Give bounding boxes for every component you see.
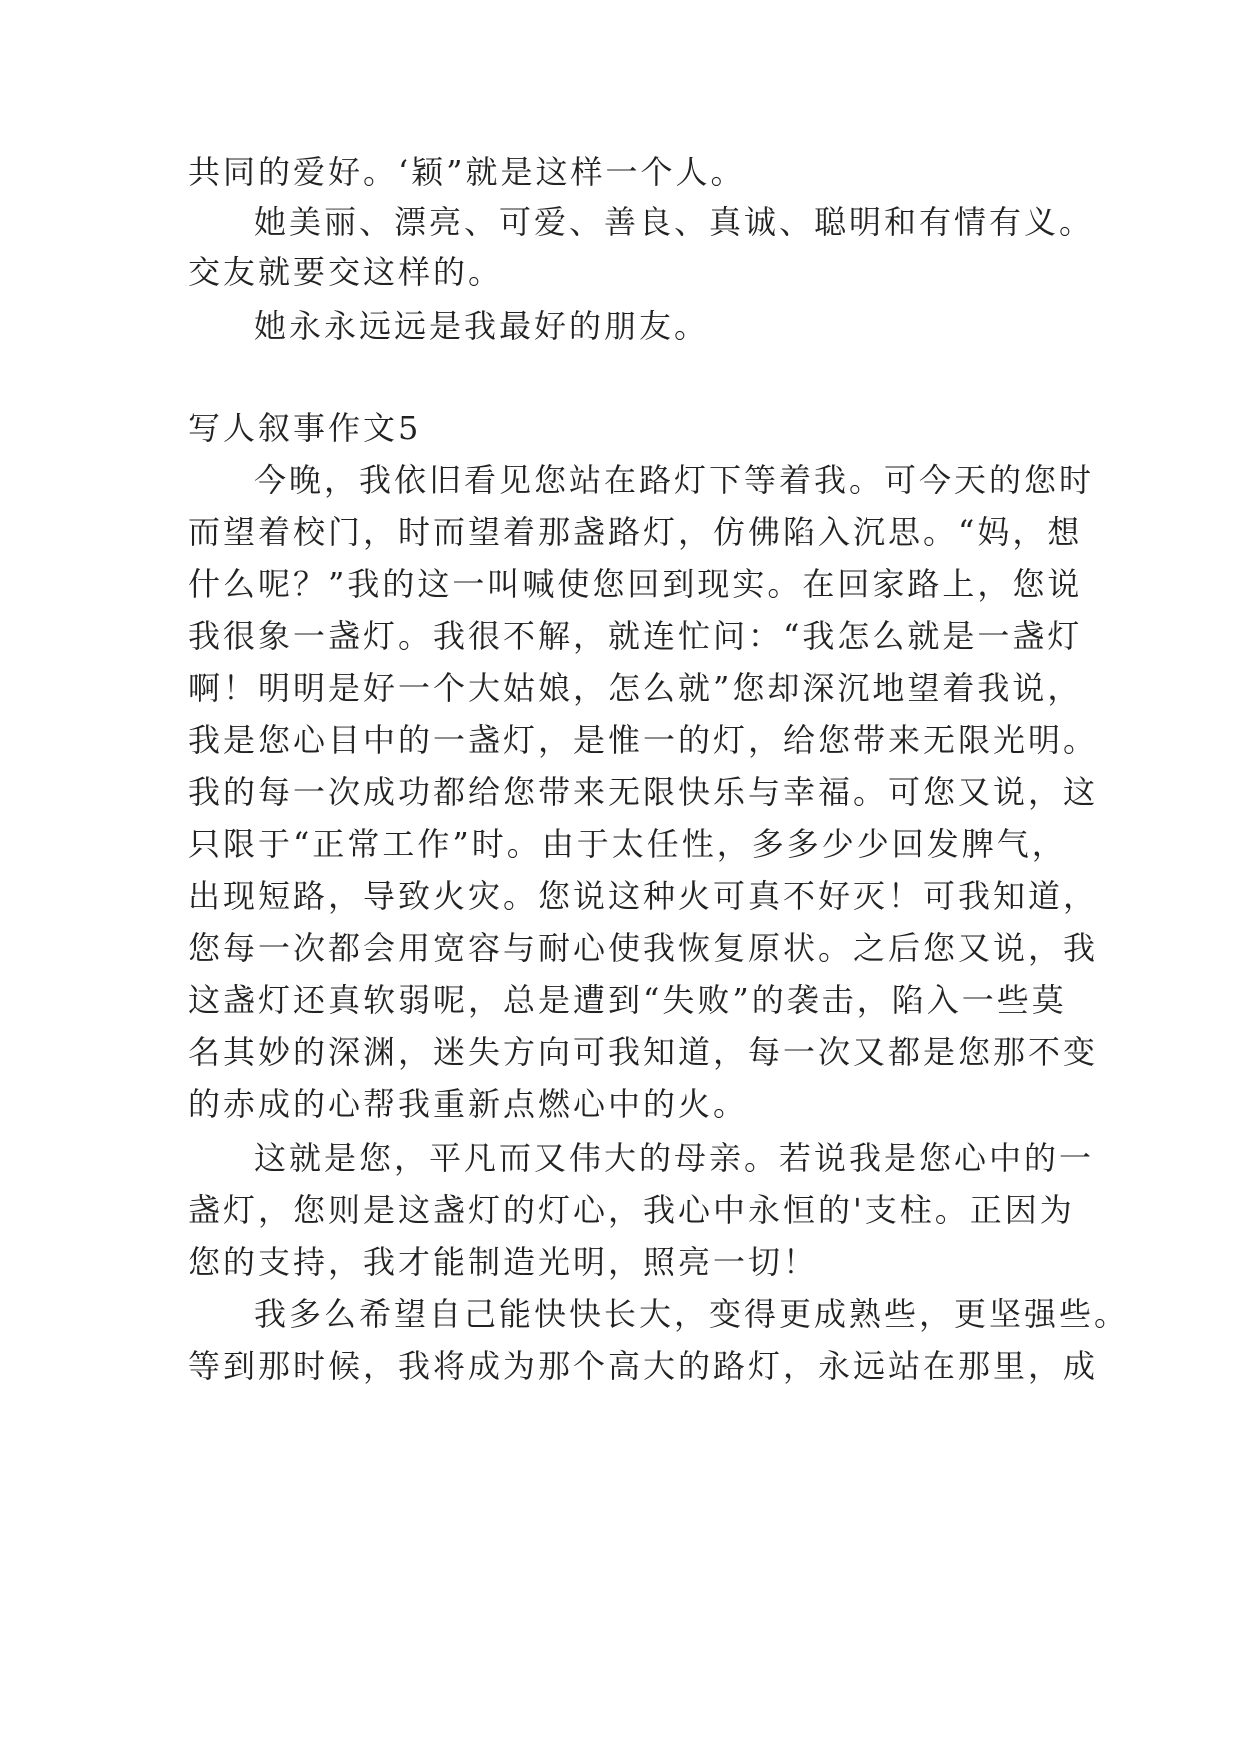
text-line: 我多么希望自己能快快长大，变得更成熟些，更坚强些。 xyxy=(254,1295,1130,1333)
text-line: 今晚，我依旧看见您站在路灯下等着我。可今天的您时 xyxy=(254,461,1095,499)
text-line: 出现短路，导致火灾。您说这种火可真不好灭！可我知道， xyxy=(188,877,1099,915)
text-line: 这就是您，平凡而又伟大的母亲。若说我是您心中的一 xyxy=(254,1139,1095,1177)
text-line: 名其妙的深渊，迷失方向可我知道，每一次又都是您那不变 xyxy=(188,1033,1099,1071)
text-line: 我的每一次成功都给您带来无限快乐与幸福。可您又说，这 xyxy=(188,773,1099,811)
text-line: 交友就要交这样的。 xyxy=(188,253,504,291)
section-heading: 写人叙事作文5 xyxy=(188,409,422,447)
text-line: 我很象一盏灯。我很不解，就连忙问：“我怎么就是一盏灯 xyxy=(188,617,1083,655)
text-line: 啊！明明是好一个大姑娘，怎么就”您却深沉地望着我说， xyxy=(188,669,1083,707)
text-line: 盏灯，您则是这盏灯的灯心，我心中永恒的'支柱。正因为 xyxy=(188,1191,1075,1229)
text-line: 而望着校门，时而望着那盏路灯，仿佛陷入沉思。“妈，想 xyxy=(188,513,1083,551)
text-line: 您的支持，我才能制造光明，照亮一切！ xyxy=(188,1243,819,1281)
text-line: 的赤成的心帮我重新点燃心中的火。 xyxy=(188,1085,749,1123)
text-line: 什么呢？”我的这一叫喊使您回到现实。在回家路上，您说 xyxy=(188,565,1083,603)
text-line: 她永永远远是我最好的朋友。 xyxy=(254,307,710,345)
text-line: 我是您心目中的一盏灯，是惟一的灯，给您带来无限光明。 xyxy=(188,721,1099,759)
text-line: 等到那时候，我将成为那个高大的路灯，永远站在那里，成 xyxy=(188,1347,1099,1385)
text-line: 这盏灯还真软弱呢，总是遭到“失败”的袭击，陷入一些莫 xyxy=(188,981,1067,1019)
text-line: 她美丽、漂亮、可爱、善良、真诚、聪明和有情有义。 xyxy=(254,203,1095,241)
text-line: 只限于“正常工作”时。由于太任性，多多少少回发脾气， xyxy=(188,825,1067,863)
text-line: 共同的爱好。‘颖”就是这样一个人。 xyxy=(188,153,746,191)
text-line: 您每一次都会用宽容与耐心使我恢复原状。之后您又说，我 xyxy=(188,929,1099,967)
